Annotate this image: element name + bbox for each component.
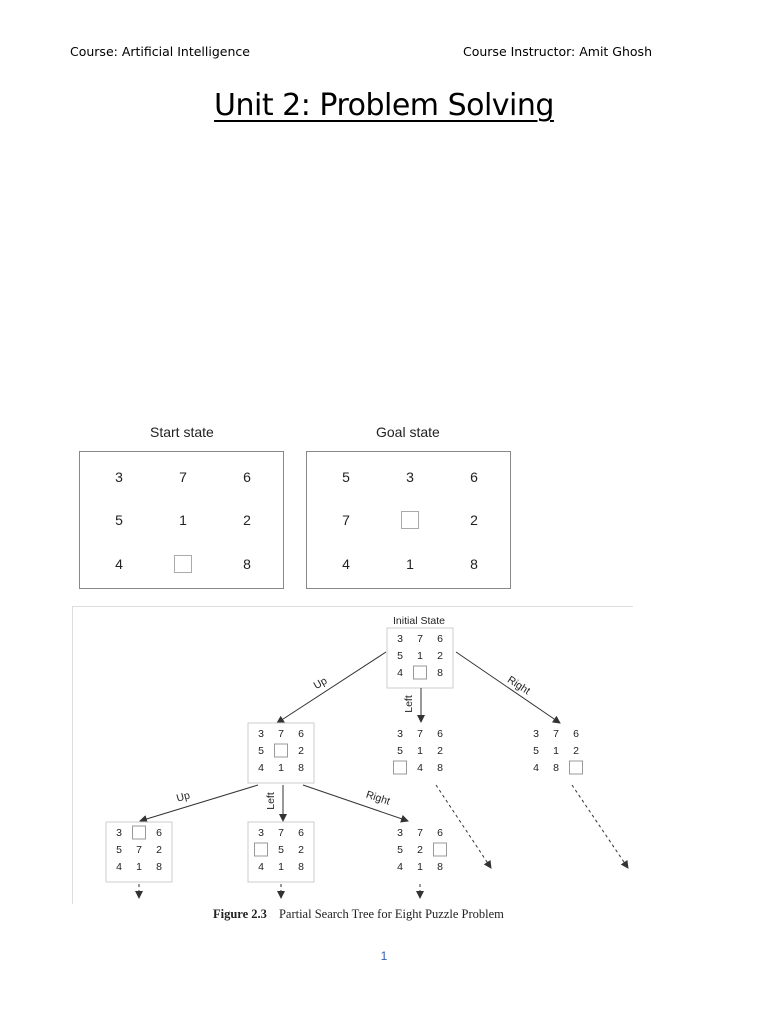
start-state-tile: 7 xyxy=(179,469,187,485)
level2-state-left-tile: 6 xyxy=(298,827,304,839)
figure-number: Figure 2.3 xyxy=(213,907,267,921)
move-label-up: Up xyxy=(311,674,330,692)
edge-root-right xyxy=(456,652,560,723)
goal-state-tile: 8 xyxy=(470,556,478,572)
level1-state-up-tile: 7 xyxy=(278,728,284,740)
move-label-right: Right xyxy=(505,673,533,698)
goal-state-tile: 1 xyxy=(406,556,414,572)
level2-state-up-tile: 2 xyxy=(156,844,162,856)
initial-state-label: Initial State xyxy=(393,615,445,627)
page-title: Unit 2: Problem Solving xyxy=(214,88,554,123)
level1-state-left-tile: 6 xyxy=(437,728,443,740)
level2-state-right-tile: 1 xyxy=(417,861,423,873)
level1-state-right-tile: 6 xyxy=(573,728,579,740)
edge-up-right xyxy=(303,785,408,821)
move-label-up-up: Up xyxy=(175,789,192,805)
level1-state-up-tile: 6 xyxy=(298,728,304,740)
root-state-tile: 2 xyxy=(437,650,443,662)
level1-state-up-tile: 2 xyxy=(298,745,304,757)
root-state-tile: 7 xyxy=(417,633,423,645)
root-state-tile: 8 xyxy=(437,667,443,679)
level2-state-up-tile: 6 xyxy=(156,827,162,839)
move-label-up-right: Right xyxy=(364,788,392,808)
level1-state-right-tile: 5 xyxy=(533,745,539,757)
move-label-left: Left xyxy=(403,695,415,713)
root-state-tile: 3 xyxy=(397,633,403,645)
level1-state-left-tile: 5 xyxy=(397,745,403,757)
level1-state-right-tile: 3 xyxy=(533,728,539,740)
header-course: Course: Artificial Intelligence xyxy=(70,44,250,59)
level2-state-up-tile: 3 xyxy=(116,827,122,839)
level1-state-right-tile: 7 xyxy=(553,728,559,740)
level2-state-left-tile: 1 xyxy=(278,861,284,873)
start-state-tile: 2 xyxy=(243,512,251,528)
level1-state-left-tile: 3 xyxy=(397,728,403,740)
level1-state-right-tile: 1 xyxy=(553,745,559,757)
level2-state-right-tile: 4 xyxy=(397,861,403,873)
level1-state-left-tile: 4 xyxy=(417,762,423,774)
level2-state-left-blank-tile xyxy=(255,843,268,856)
level1-state-up-tile: 5 xyxy=(258,745,264,757)
root-state-tile: 6 xyxy=(437,633,443,645)
level1-state-left-tile: 7 xyxy=(417,728,423,740)
level2-state-up-tile: 7 xyxy=(136,844,142,856)
goal-state-tile: 2 xyxy=(470,512,478,528)
level2-state-up-blank-tile xyxy=(133,826,146,839)
start-state-tile: 4 xyxy=(115,556,123,572)
root-state-tile: 4 xyxy=(397,667,403,679)
level1-state-up-tile: 4 xyxy=(258,762,264,774)
page-number: 1 xyxy=(380,949,388,963)
level1-state-right-tile: 4 xyxy=(533,762,539,774)
level2-state-left-tile: 8 xyxy=(298,861,304,873)
level1-state-left-tile: 1 xyxy=(417,745,423,757)
goal-state-tile: 6 xyxy=(470,469,478,485)
level1-state-right-tile: 8 xyxy=(553,762,559,774)
root-state-tile: 5 xyxy=(397,650,403,662)
level2-state-right-blank-tile xyxy=(434,843,447,856)
level2-state-left-tile: 7 xyxy=(278,827,284,839)
edge-up-up xyxy=(140,785,258,821)
level1-state-left-blank-tile xyxy=(394,761,407,774)
level2-state-left-tile: 3 xyxy=(258,827,264,839)
goal-state-tile: 4 xyxy=(342,556,350,572)
level1-state-left-tile: 2 xyxy=(437,745,443,757)
goal-state-tile: 7 xyxy=(342,512,350,528)
goal-state-tile: 5 xyxy=(342,469,350,485)
level1-state-up-tile: 3 xyxy=(258,728,264,740)
level2-state-up-tile: 4 xyxy=(116,861,122,873)
root-state-tile: 1 xyxy=(417,650,423,662)
level2-state-right-tile: 7 xyxy=(417,827,423,839)
level2-state-right-tile: 2 xyxy=(417,844,423,856)
header-instructor: Course Instructor: Amit Ghosh xyxy=(463,44,652,59)
goal-state-tile: 3 xyxy=(406,469,414,485)
move-label-up-left: Left xyxy=(265,792,277,810)
level1-state-up-tile: 8 xyxy=(298,762,304,774)
figure-caption xyxy=(213,907,504,922)
level1-state-up-tile: 1 xyxy=(278,762,284,774)
start-state-tile: 6 xyxy=(243,469,251,485)
root-state-blank-tile xyxy=(414,666,427,679)
edge-right-continue xyxy=(572,785,628,868)
level2-state-right-tile: 8 xyxy=(437,861,443,873)
level2-state-up-tile: 8 xyxy=(156,861,162,873)
level2-state-right-tile: 6 xyxy=(437,827,443,839)
level2-state-right-tile: 5 xyxy=(397,844,403,856)
start-state-label: Start state xyxy=(150,424,214,440)
edge-root-up xyxy=(277,652,386,723)
start-state-tile: 1 xyxy=(179,512,187,528)
level1-state-right-blank-tile xyxy=(570,761,583,774)
level2-state-left-tile: 5 xyxy=(278,844,284,856)
level2-state-up-tile: 1 xyxy=(136,861,142,873)
level1-state-up-blank-tile xyxy=(275,744,288,757)
goal-state-label: Goal state xyxy=(376,424,440,440)
figure-caption-text: Partial Search Tree for Eight Puzzle Problem xyxy=(278,907,504,921)
level2-state-right-tile: 3 xyxy=(397,827,403,839)
level1-state-left-tile: 8 xyxy=(437,762,443,774)
level2-state-left-tile: 2 xyxy=(298,844,304,856)
start-state-tile: 3 xyxy=(115,469,123,485)
start-state-tile: 5 xyxy=(115,512,123,528)
start-state-tile: 8 xyxy=(243,556,251,572)
level2-state-up-tile: 5 xyxy=(116,844,122,856)
level1-state-right-tile: 2 xyxy=(573,745,579,757)
level2-state-left-tile: 4 xyxy=(258,861,264,873)
